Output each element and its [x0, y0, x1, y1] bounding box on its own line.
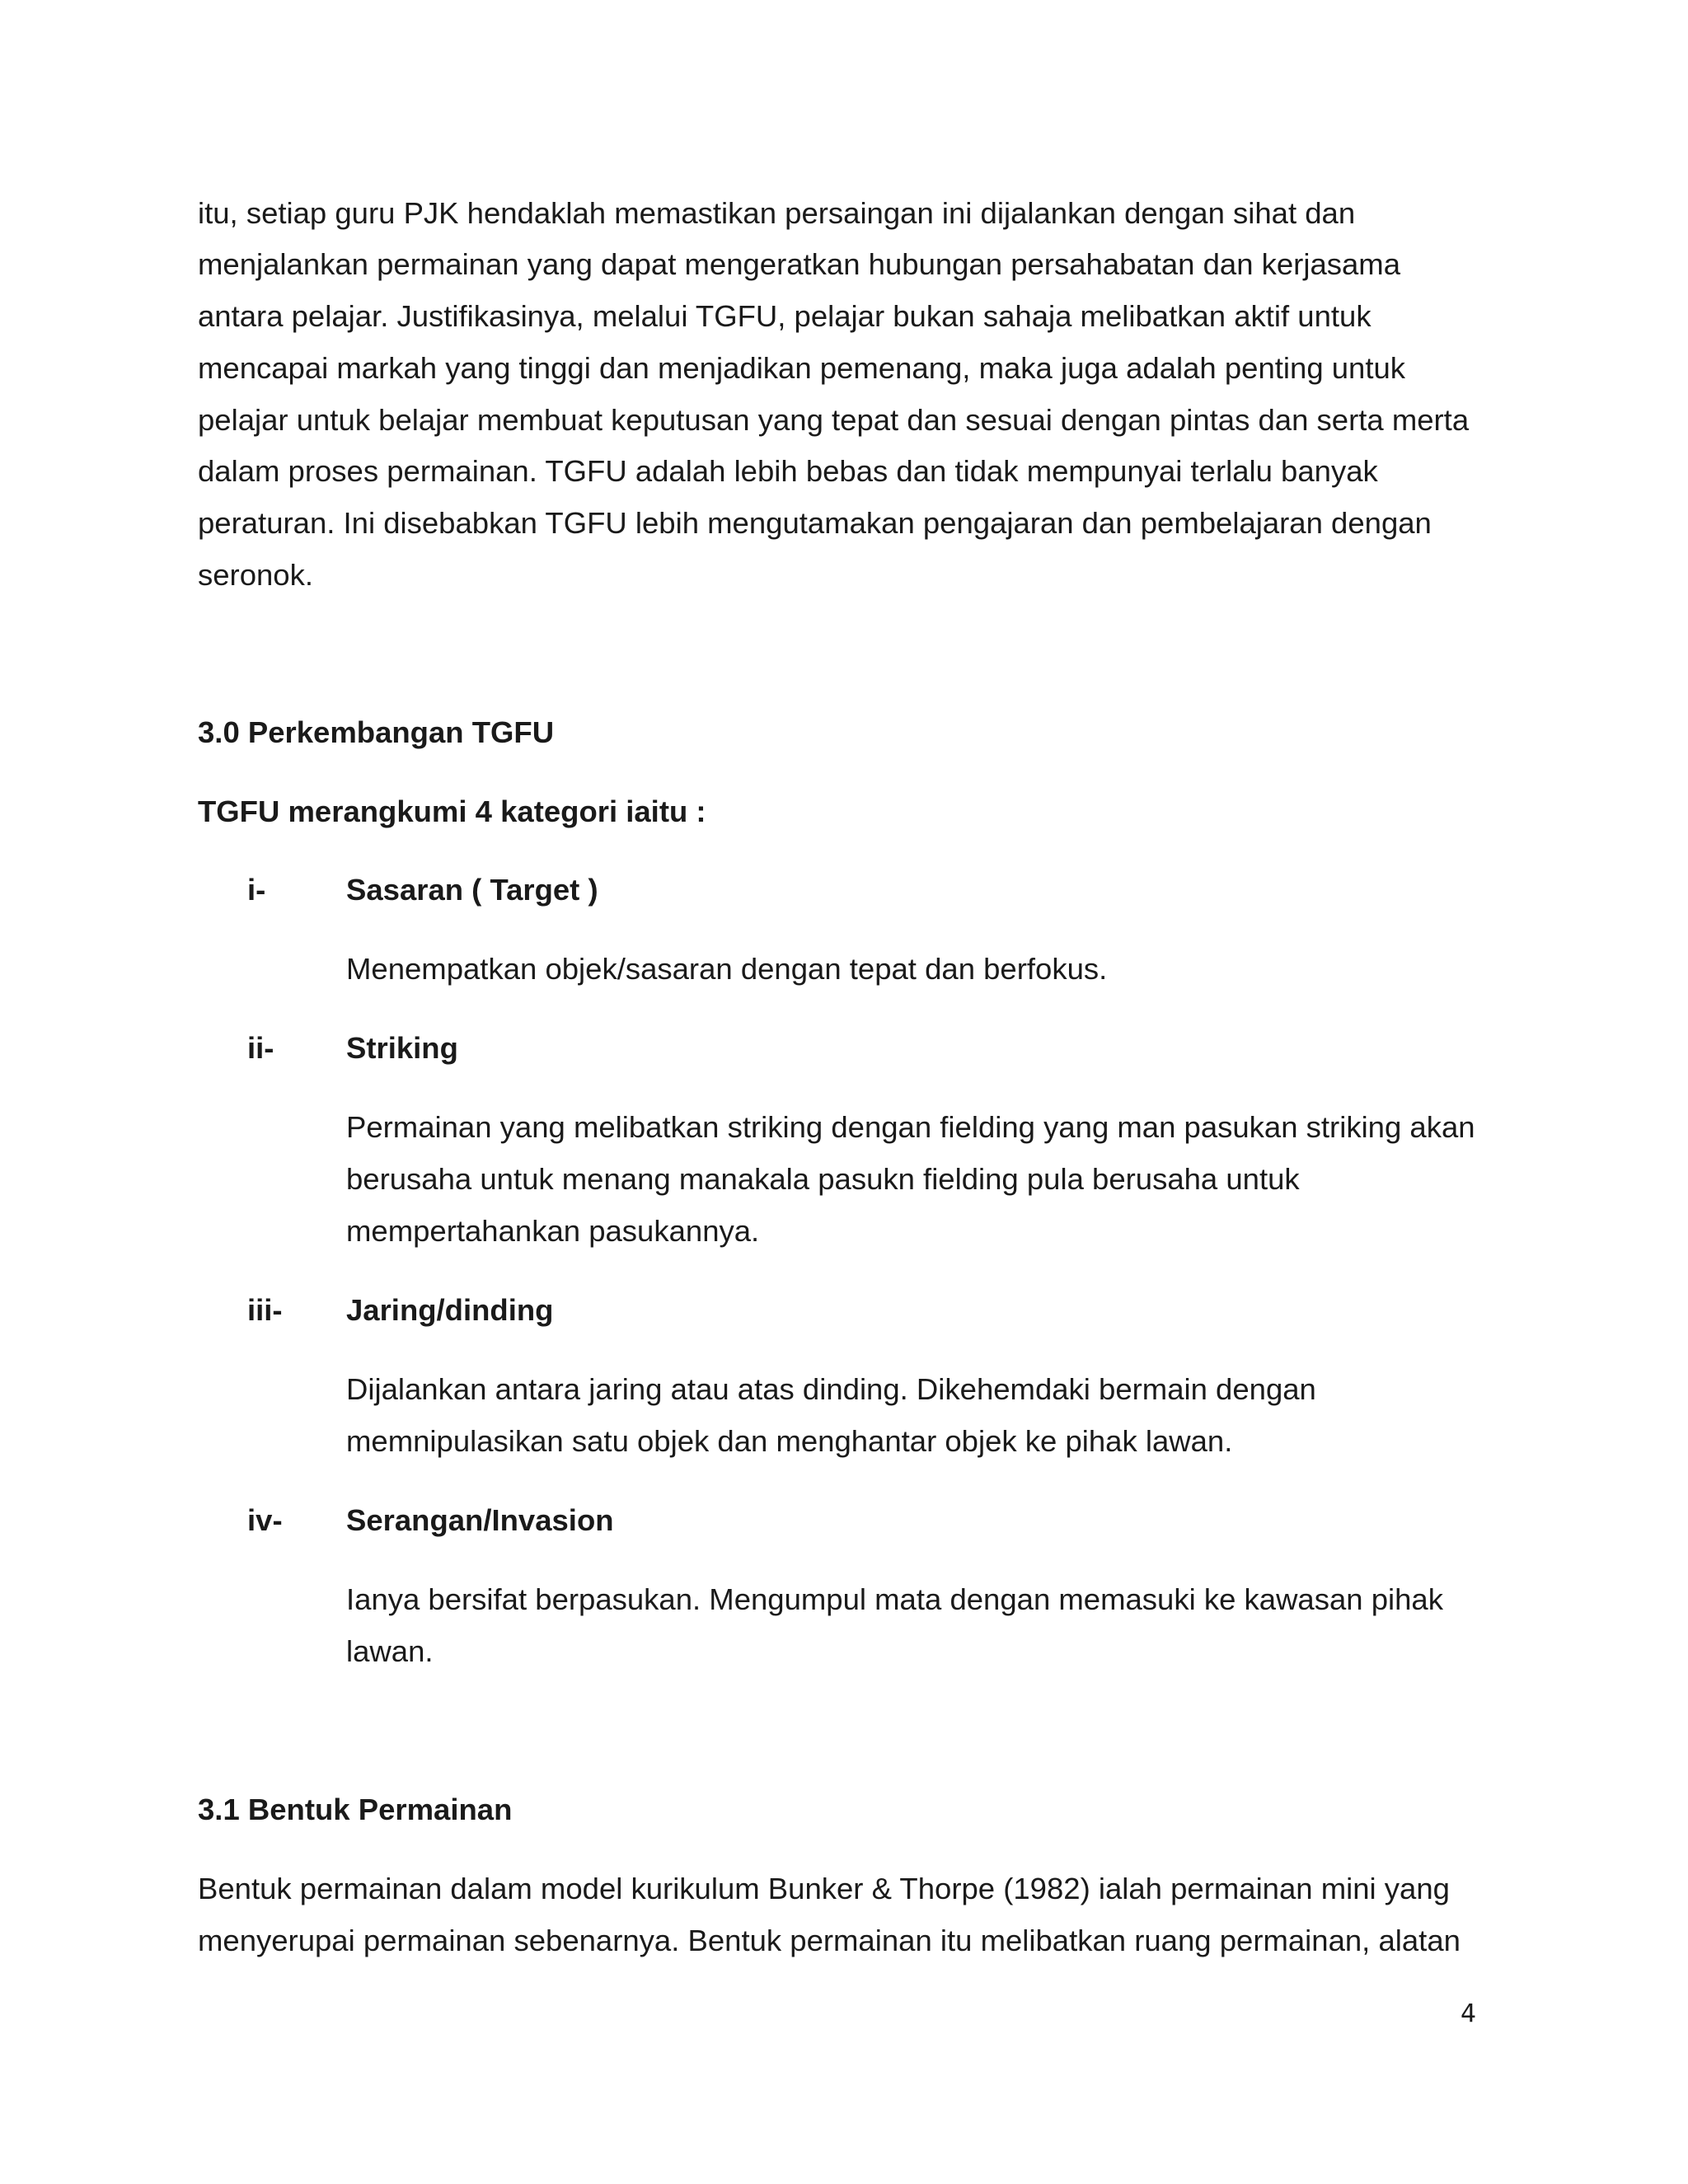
item-number: iv- — [247, 1503, 283, 1537]
paragraph-line: Bentuk permainan dalam model kurikulum Bunker & Thorpe (1982) ialah permainan mini yang — [198, 1872, 1450, 1905]
paragraph-line: antara pelajar. Justifikasinya, melalui TGFU, pelajar bukan sahaja melibatkan aktif untuk — [198, 299, 1372, 333]
item-description-line: Ianya bersifat berpasukan. Mengumpul mata dengan memasuki ke kawasan pihak — [346, 1582, 1443, 1616]
item-description-line: Menempatkan objek/sasaran dengan tepat dan berfokus. — [346, 952, 1108, 986]
paragraph-line: mencapai markah yang tinggi dan menjadikan pemenang, maka juga adalah penting untuk — [198, 351, 1406, 385]
item-title: Serangan/Invasion — [346, 1503, 614, 1537]
item-number: iii- — [247, 1293, 283, 1327]
paragraph-line: menyerupai permainan sebenarnya. Bentuk permainan itu melibatkan ruang permainan, alatan — [198, 1924, 1461, 1957]
item-description-line: memnipulasikan satu objek dan menghantar objek ke pihak lawan. — [346, 1424, 1233, 1458]
item-number: i- — [247, 873, 266, 907]
paragraph-line: seronok. — [198, 558, 313, 592]
page-number: 4 — [1461, 1999, 1477, 2028]
item-title: Striking — [346, 1031, 458, 1065]
paragraph-line: peraturan. Ini disebabkan TGFU lebih mengutamakan pengajaran dan pembelajaran dengan — [198, 506, 1432, 540]
item-description-line: mempertahankan pasukannya. — [346, 1214, 760, 1248]
paragraph-line: itu, setiap guru PJK hendaklah memastikan persaingan ini dijalankan dengan sihat dan — [198, 196, 1356, 230]
item-number: ii- — [247, 1031, 274, 1065]
paragraph-line: menjalankan permainan yang dapat mengeratkan hubungan persahabatan dan kerjasama — [198, 247, 1401, 281]
paragraph-line: dalam proses permainan. TGFU adalah lebih bebas dan tidak mempunyai terlalu banyak — [198, 454, 1378, 488]
paragraph-line: pelajar untuk belajar membuat keputusan yang tepat dan sesuai dengan pintas dan serta merta — [198, 403, 1470, 437]
item-description-line: Dijalankan antara jaring atau atas dinding. Dikehemdaki bermain dengan — [346, 1372, 1316, 1406]
section-subheading: TGFU merangkumi 4 kategori iaitu : — [198, 794, 706, 828]
item-title: Sasaran ( Target ) — [346, 873, 598, 907]
item-description-line: lawan. — [346, 1634, 434, 1668]
item-description-line: Permainan yang melibatkan striking dengan fielding yang man pasukan striking akan — [346, 1110, 1475, 1144]
item-title: Jaring/dinding — [346, 1293, 554, 1327]
item-description-line: berusaha untuk menang manakala pasukn fielding pula berusaha untuk — [346, 1162, 1300, 1196]
section-heading-3-1: 3.1 Bentuk Permainan — [198, 1793, 513, 1826]
section-heading-3-0: 3.0 Perkembangan TGFU — [198, 715, 555, 749]
